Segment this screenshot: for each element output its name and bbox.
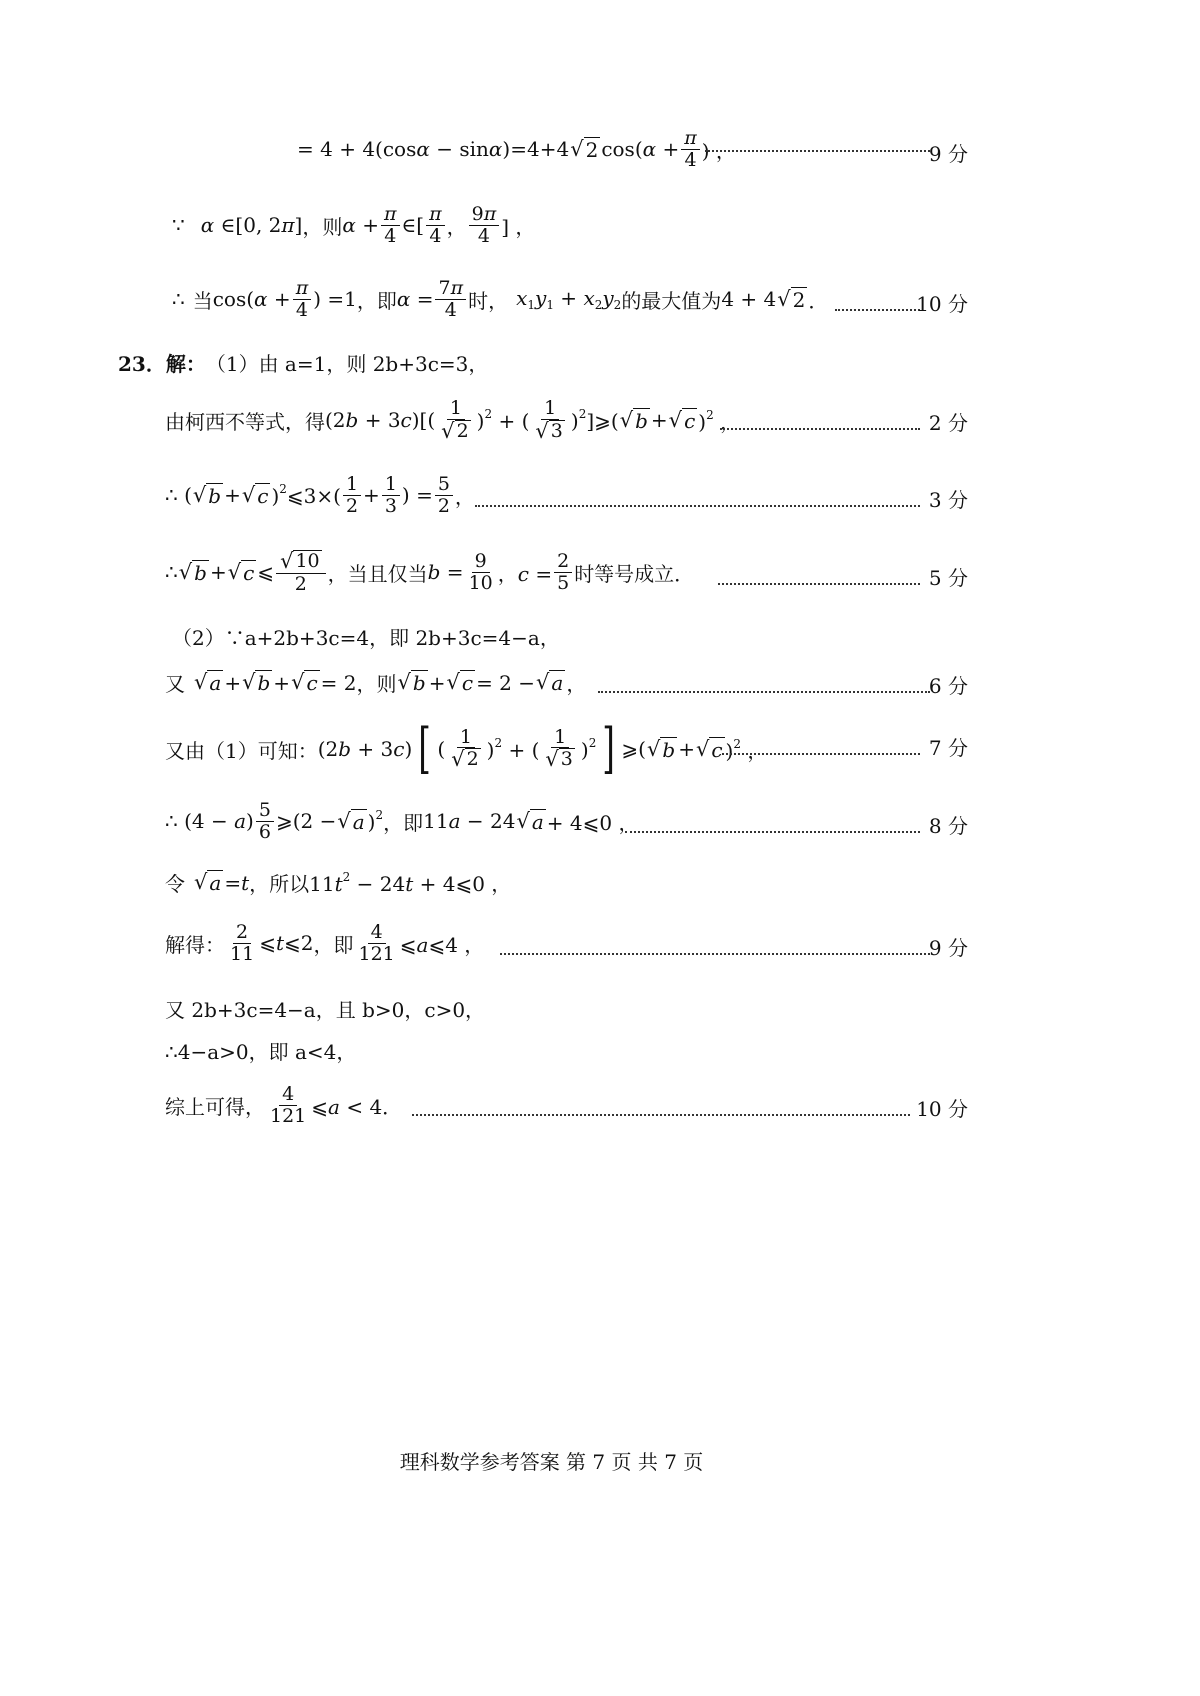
- dot-leader: [475, 505, 920, 507]
- formula-line-7: ∴ √ b + √ c ⩽ √ 10 2 ，当且仅当 b = $\frac{9}{10}$ ，c = $\frac{2}{5}$ 时等号成立．: [165, 549, 695, 596]
- question-23-header: 23． 解： （1）由 a=1，则 2b+3c=3，: [118, 352, 489, 376]
- formula-line-12: 令 √ a =t ，所以 $11t^2 - 24t$ + 4⩽0 ，: [165, 870, 512, 896]
- dot-leader: [412, 1114, 910, 1116]
- dot-leader: [500, 953, 930, 955]
- score-10: 10 分: [916, 292, 968, 316]
- dot-leader: [625, 831, 920, 833]
- part-2-header: （2）∵a+2b+3c=4，即 2b+3c=4−a，: [172, 626, 560, 650]
- score-5: 5 分: [928, 566, 968, 590]
- formula-line-14: 又 2b+3c=4−a，且 b>0，c>0，: [165, 998, 486, 1022]
- formula-line-10: 又由（1）可知： (2b + 3c) [ ( 1 √ 2 )$^2$ + ( 1 √ 3 )$^2$ ] ⩾( √ b + √ c )$^2$ ，: [165, 717, 768, 780]
- score-7: 7 分: [928, 736, 968, 760]
- formula-line-1: = 4 + 4(cosα − sinα)=4+4 √ 2 cos(α + $\frac{\pi}{4}$ ) ，: [297, 127, 736, 171]
- formula-line-3: ∴ 当 cos(α + $\frac{\pi}{4}$ ) =1 ，即 α = $\frac{7\pi}{4}$ 时， $x_1y_1 + x_2y_2$ 的最大值为 4 + 4 √ 2 ．: [172, 277, 829, 321]
- page-footer: 理科数学参考答案 第 7 页 共 7 页: [399, 1450, 704, 1474]
- formula-line-6: ∴ ( √ b + √ c )$^2$⩽3×( $\frac{1}{2}$ + $\frac{1}{3}$ ) = $\frac{5}{2}$ ，: [165, 473, 475, 517]
- score-6: 6 分: [928, 674, 968, 698]
- dot-leader: [718, 583, 920, 585]
- dot-leader: [720, 428, 920, 430]
- score-10b: 10 分: [916, 1097, 968, 1121]
- formula-line-5: 由柯西不等式，得 (2b + 3c)[( 1 √ 2 )$^2$ + ( 1 √ 3 )$^2$]⩾( √ b + √ c )$^2$ ，: [165, 397, 741, 443]
- formula-line-9: 又 √ a + √ b + √ c = 2 ，则 √ b + √ c = 2 − √ a ，: [165, 670, 587, 696]
- score-9b: 9 分: [928, 936, 968, 960]
- formula-line-15: ∴4−a>0，即 a<4，: [165, 1040, 357, 1064]
- dot-leader: [835, 309, 920, 311]
- score-9: 9 分: [928, 142, 968, 166]
- score-3: 3 分: [928, 488, 968, 512]
- dot-leader: [722, 753, 920, 755]
- score-8: 8 分: [928, 814, 968, 838]
- formula-line-13: 解得： $\frac{2}{11}$ ⩽t⩽2 ，即 $\frac{4}{121}$ ⩽a⩽4 ，: [165, 921, 485, 965]
- score-2: 2 分: [928, 411, 968, 435]
- formula-line-11: ∴ (4 − a) $\frac{5}{6}$ ⩾(2 − √ a )$^2$ ，即 11a − 24 √ a + 4⩽0 ，: [165, 799, 639, 843]
- formula-line-2: ∵ α ∈[0, 2π] ，则 α + $\frac{\pi}{4}$ ∈[ $\frac{\pi}{4}$ ， $\frac{9\pi}{4}$ ] ，: [172, 203, 536, 247]
- dot-leader: [705, 150, 930, 152]
- dot-leader: [598, 691, 930, 693]
- formula-line-16: 综上可得， $\frac{4}{121}$ ⩽a < 4．: [165, 1083, 403, 1127]
